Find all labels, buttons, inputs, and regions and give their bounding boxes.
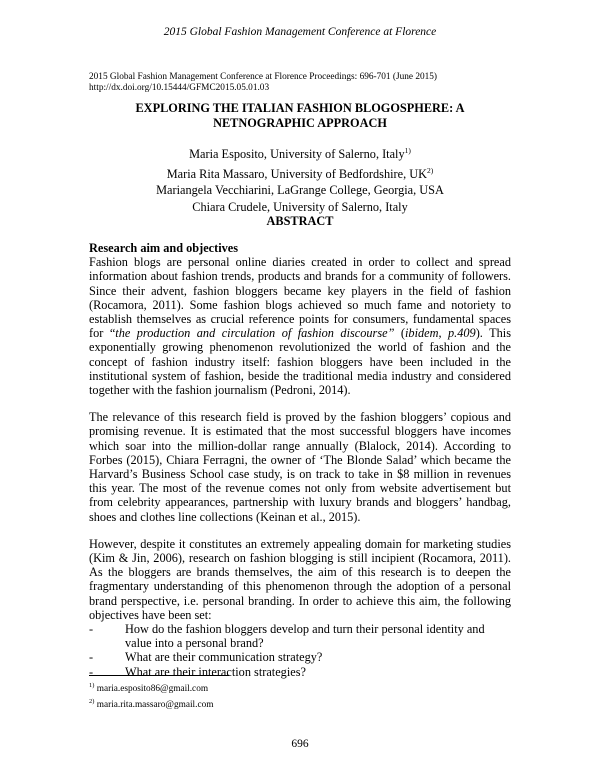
footnote-email[interactable]: maria.rita.massaro@gmail.com	[94, 699, 214, 710]
objective-text: How do the fashion bloggers develop and turn their personal identity and value into a personal brand?	[125, 622, 485, 651]
author-line	[89, 182, 511, 199]
paragraph-2: The relevance of this research field is proved by the fashion bloggers’ copious and promising revenue. It is estimated that the most successful bloggers have incomes which soar into the million-dollar range annually (Blalock, 2014). According to Forbes (2015), Chiara Ferragni, the owner of ‘The Blonde Salad’ which became the Harvard’s Business School case study, is on track to take in $8 million in revenues this year. The most of the revenue comes not only from website advertisement but from celebrity appearances, partnership with luxury brands and bloggers’ handbag, shoes and clothes line collections (Keinan et al., 2015).	[89, 410, 511, 524]
objective-item	[89, 622, 511, 650]
section-heading: Research aim and objectives	[89, 241, 239, 255]
paragraph-text: Fashion blogs are personal online diaries created in order to collect and spread information about fashion trends, products and brands for a community of followers. Since their advent, fashion bloggers became key players in the field of fashion (Rocamora, 2011). Some fashion blogs achieved so much fame and notoriety to establish themselves as crucial reference points for consumers, fundamental spaces for “	[89, 255, 511, 341]
paragraph-text: ). This exponentially growing phenomenon revolutionized the world of fashion and the concept of fashion industry itself: fashion bloggers have been included in the institutional system of fashion, beside the traditional media industry and considered together with the fashion journalism (Pedroni, 2014).	[89, 326, 511, 398]
author-line	[89, 163, 511, 183]
author-line	[89, 199, 511, 216]
author-name: Maria Rita Massaro, University of Bedfordshire, UK	[166, 166, 427, 181]
proceedings-info	[89, 72, 437, 94]
dash-bullet: -	[89, 664, 94, 679]
objective-text: What are their interaction strategies?	[125, 664, 306, 679]
dash-bullet: -	[89, 650, 94, 665]
paragraph-text: (	[394, 326, 405, 341]
footnotes	[89, 680, 213, 711]
abstract-heading: ABSTRACT	[266, 214, 334, 228]
page-number: 696	[291, 738, 309, 750]
author-name: Maria Esposito, University of Salerno, Italy	[189, 147, 405, 162]
footnote-email[interactable]: maria.esposito86@gmail.com	[94, 684, 209, 695]
footnote	[89, 680, 213, 696]
footnote-marker: 1)	[89, 682, 95, 689]
author-name: Chiara Crudele, University of Salerno, Italy	[192, 199, 408, 214]
footnote	[89, 696, 213, 712]
objective-text: What are their communication strategy?	[125, 650, 323, 665]
author-footnote-marker: 1)	[404, 146, 411, 155]
objective-item	[89, 665, 511, 679]
footnote-divider	[89, 675, 229, 676]
author-line	[89, 143, 511, 163]
footnote-marker: 2)	[89, 697, 95, 705]
objective-item	[89, 650, 511, 664]
author-list	[89, 143, 511, 215]
proceedings-citation: 2015 Global Fashion Management Conference at Florence Proceedings: 696-701 (June 2015)	[89, 72, 438, 82]
author-name: Mariangela Vecchiarini, LaGrange College, Georgia, USA	[156, 183, 444, 198]
dash-bullet: -	[89, 622, 94, 637]
paragraph-3: However, despite it constitutes an extremely appealing domain for marketing studies (Kim & Jin, 2006), research on fashion blogging is still incipient (Rocamora, 2011). As the bloggers are brands themselves, the aim of this research is to deepen the fragmentary understanding of this phenomenon through the adoption of a personal brand perspective, i.e. personal branding. In order to achieve this aim, the following objectives have been set:	[89, 536, 511, 622]
abstract-body	[89, 241, 511, 679]
italic-quote: the production and circulation of fashion discourse”	[115, 326, 395, 341]
paper-title: EXPLORING THE ITALIAN FASHION BLOGOSPHERE: A NETNOGRAPHIC APPROACH	[135, 101, 465, 130]
author-footnote-marker: 2)	[426, 165, 434, 175]
doi-link[interactable]: http://dx.doi.org/10.15444/GFMC2015.05.01.03	[89, 83, 270, 93]
running-head: 2015 Global Fashion Management Conference at Florence	[163, 26, 437, 38]
italic-citation: ibidem, p.409	[405, 326, 476, 341]
paragraph-1	[89, 255, 511, 397]
